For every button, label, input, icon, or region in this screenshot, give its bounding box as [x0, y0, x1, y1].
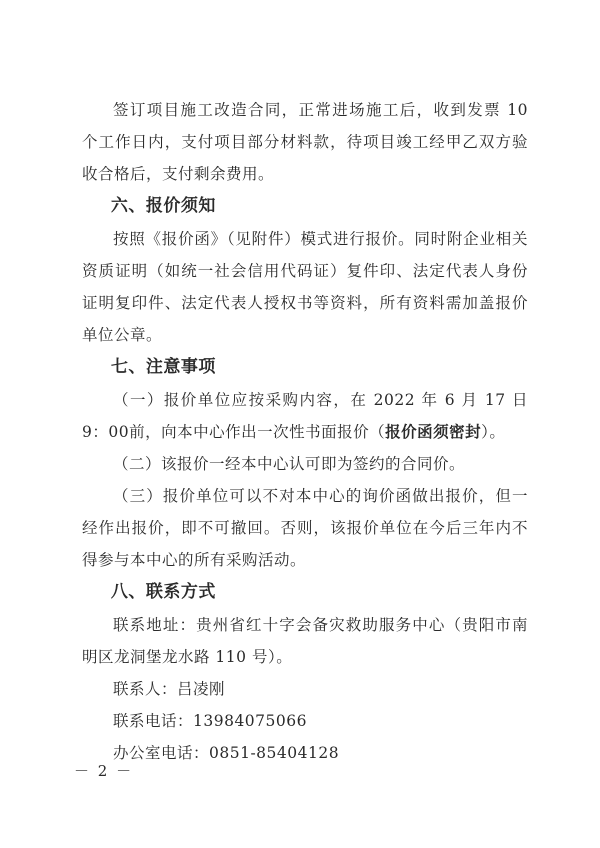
quotation-notice-paragraph: 按照《报价函》（见附件）模式进行报价。同时附企业相关资质证明（如统一社会信用代码证）复件印、法定代表人身份证明复印件、法定代表人授权书等资料，所有资料需加盖报价单位公章。 — [82, 230, 528, 344]
note-item-3: （三）报价单位可以不对本中心的询价函做出报价，但一经作出报价，即不可撤回。否则，该报价单位在今后三年内不得参与本中心的所有采购活动。 — [82, 487, 528, 569]
payment-terms-paragraph: 签订项目施工改造合同，正常进场施工后，收到发票 10 个工作日内，支付项目部分材料款，待项目竣工经甲乙双方验收合格后，支付剩余费用。 — [82, 101, 528, 183]
section-heading-7: 七、注意事项 — [110, 357, 216, 377]
contact-person: 联系人：吕凌刚 — [113, 680, 226, 698]
section-heading-8: 八、联系方式 — [110, 582, 216, 602]
document-body — [82, 94, 528, 769]
office-phone: 办公室电话：0851-85404128 — [113, 744, 340, 762]
note-item-1 — [82, 384, 528, 448]
section-heading-6: 六、报价须知 — [110, 196, 216, 216]
contact-phone: 联系电话：13984075066 — [113, 712, 307, 730]
note-item-2: （二）该报价一经本中心认可即为签约的合同价。 — [113, 455, 466, 473]
note-item-1-emphasis: 报价函须密封 — [385, 422, 482, 441]
note-item-1-text: （一）报价单位应按采购内容，在 2022 年 6 月 17 日 9：00前，向本中心作出一次性书面报价（ — [82, 391, 528, 441]
contact-address: 联系地址：贵州省红十字会备灾救助服务中心（贵阳市南明区龙洞堡龙水路 110 号）。 — [82, 616, 528, 666]
note-item-1-end: ）。 — [481, 423, 506, 441]
page-number: － 2 － — [74, 762, 134, 780]
